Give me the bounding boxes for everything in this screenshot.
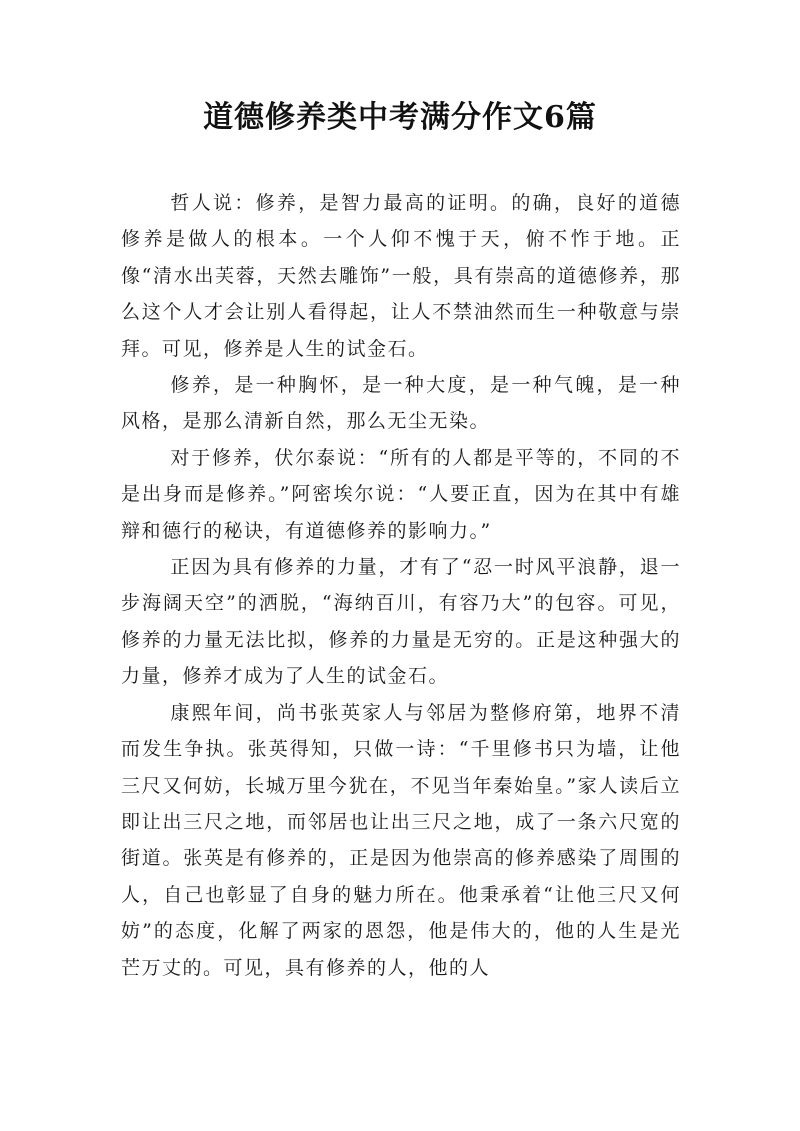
paragraph: 修养，是一种胸怀，是一种大度，是一种气魄，是一种风格，是那么清新自然，那么无尘无染。 [121,374,681,433]
paragraph: 正因为具有修养的力量，才有了“忍一时风平浪静，退一步海阔天空”的洒脱，“海纳百川，有容乃大”的包容。可见，修养的力量无法比拟，修养的力量是无穷的。正是这种强大的力量，修养才成为了人生的试金石。 [121,556,681,688]
document-body [121,185,681,986]
paragraph: 康熙年间，尚书张英家人与邻居为整修府第，地界不清而发生争执。张英得知，只做一诗：“千里修书只为墙，让他三尺又何妨，长城万里今犹在，不见当年秦始皇。”家人读后立即让出三尺之地，而邻居也让出三尺之地，成了一条六尺宽的街道。张英是有修养的，正是因为他崇高的修养感染了周围的人，自己也彰显了自身的魅力所在。他秉承着“让他三尺又何妨”的态度，化解了两家的恩怨，他是伟大的，他的人生是光芒万丈的。可见，具有修养的人，他的人 [121,701,681,979]
paragraph: 对于修养，伏尔泰说：“所有的人都是平等的，不同的不是出身而是修养。”阿密埃尔说：“人要正直，因为在其中有雄辩和德行的秘诀，有道德修养的影响力。” [121,446,681,542]
document-title: 道德修养类中考满分作文6篇 [203,100,597,135]
paragraph: 哲人说：修养，是智力最高的证明。的确，良好的道德修养是做人的根本。一个人仰不愧于天，俯不怍于地。正像“清水出芙蓉，天然去雕饰”一般，具有崇高的道德修养，那么这个人才会让别人看得起，让人不禁油然而生一种敬意与崇拜。可见，修养是人生的试金石。 [121,192,681,360]
